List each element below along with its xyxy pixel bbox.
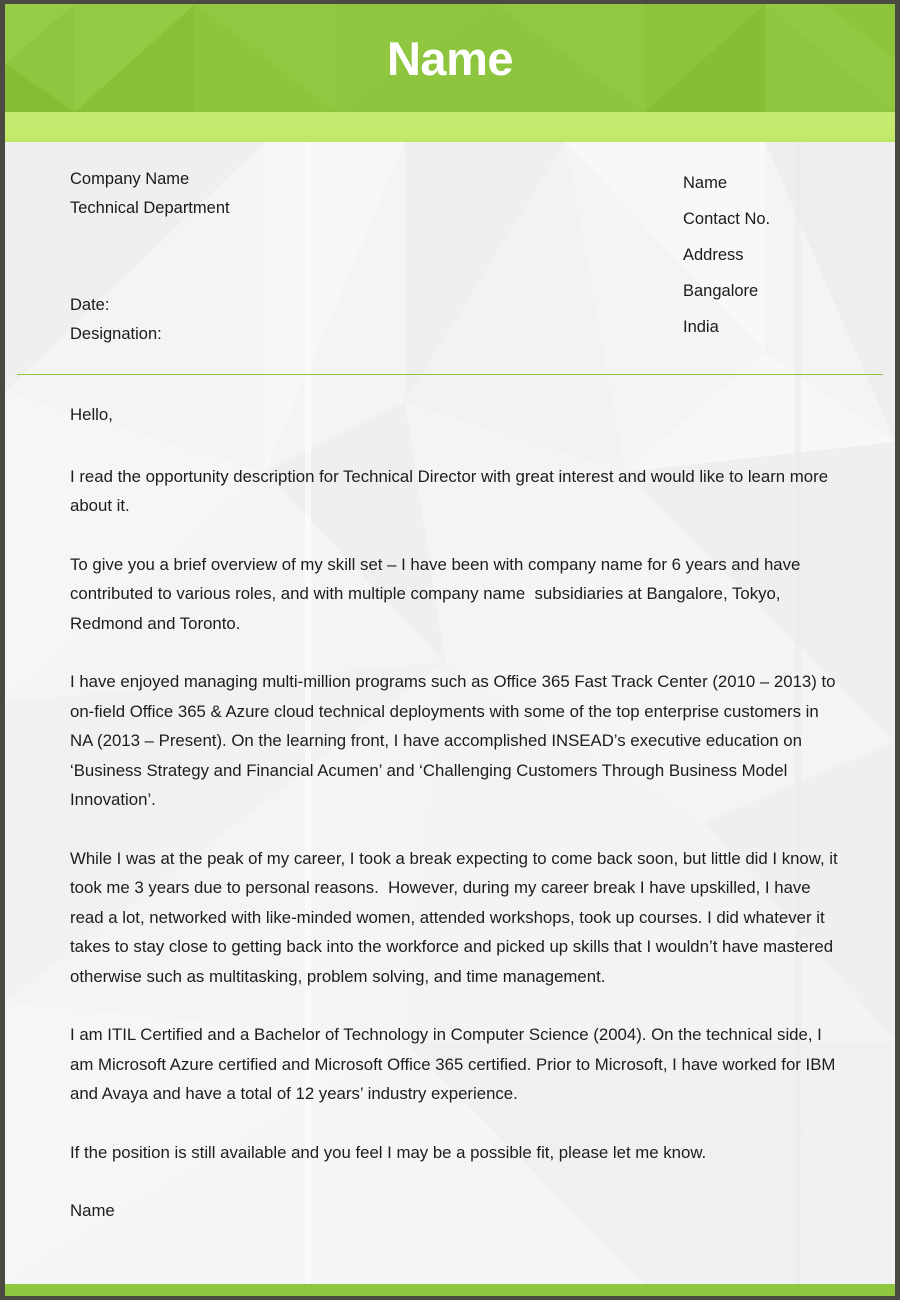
- letter-sheet: [5, 4, 895, 1296]
- designation-field-label[interactable]: Designation:: [70, 325, 162, 343]
- paragraph-2: To give you a brief overview of my skill set – I have been with company name for 6 years and have contributed to various roles, and with multiple company name subsidiaries at Bangalore, Tokyo, Redmond and Toronto.: [70, 554, 806, 633]
- paragraph-6: If the position is still available and you feel I may be a possible fit, please let me know.: [70, 1142, 707, 1162]
- paragraph-3: I have enjoyed managing multi-million programs such as Office 365 Fast Track Center (2010 – 2013) to on-field Office 365 & Azure cloud technical deployments with some of the top enterprise customers in NA (2013 – Present). On the learning front, I have accomplished INSEAD’s executive education on ‘Business Strategy and Financial Acumen’ and ‘Challenging Customers Through Business Model Innovation’.: [70, 672, 841, 809]
- paragraph-1: I read the opportunity description for Technical Director with great interest and would like to learn more about it.: [70, 466, 833, 515]
- header-banner: [5, 4, 895, 112]
- sender-spacer: [70, 223, 490, 291]
- section-divider: [17, 374, 883, 375]
- recipient-name: Name: [683, 174, 728, 192]
- signature: Name: [70, 1201, 115, 1220]
- recipient-contact-no: Contact No.: [683, 210, 771, 228]
- recipient-city: Bangalore: [683, 282, 759, 300]
- page-title: Name: [386, 31, 513, 85]
- sender-department: Technical Department: [70, 199, 230, 217]
- accent-band: [5, 112, 895, 142]
- sender-block: [70, 165, 490, 349]
- recipient-block: [683, 165, 893, 345]
- date-field-label[interactable]: Date:: [70, 296, 110, 314]
- salutation: Hello,: [70, 405, 113, 424]
- recipient-address: Address: [683, 246, 744, 264]
- sender-company-name: Company Name: [70, 170, 190, 188]
- letter-text: [70, 400, 845, 1226]
- letter-body-area: [5, 142, 895, 1284]
- recipient-country: India: [683, 318, 719, 336]
- paragraph-4: While I was at the peak of my career, I took a break expecting to come back soon, but little did I know, it took me 3 years due to personal reasons. However, during my career break I have upskilled, I have read a lot, networked with like-minded women, attended workshops, took up courses. I did whatever it takes to stay close to getting back into the workforce and picked up skills that I wouldn’t have mastered otherwise such as multitasking, problem solving, and time management.: [70, 848, 843, 986]
- paragraph-5: I am ITIL Certified and a Bachelor of Technology in Computer Science (2004). On the technical side, I am Microsoft Azure certified and Microsoft Office 365 certified. Prior to Microsoft, I have worked for IBM and Avaya and have a total of 12 years’ industry experience.: [70, 1025, 841, 1103]
- footer-bar: [5, 1284, 895, 1296]
